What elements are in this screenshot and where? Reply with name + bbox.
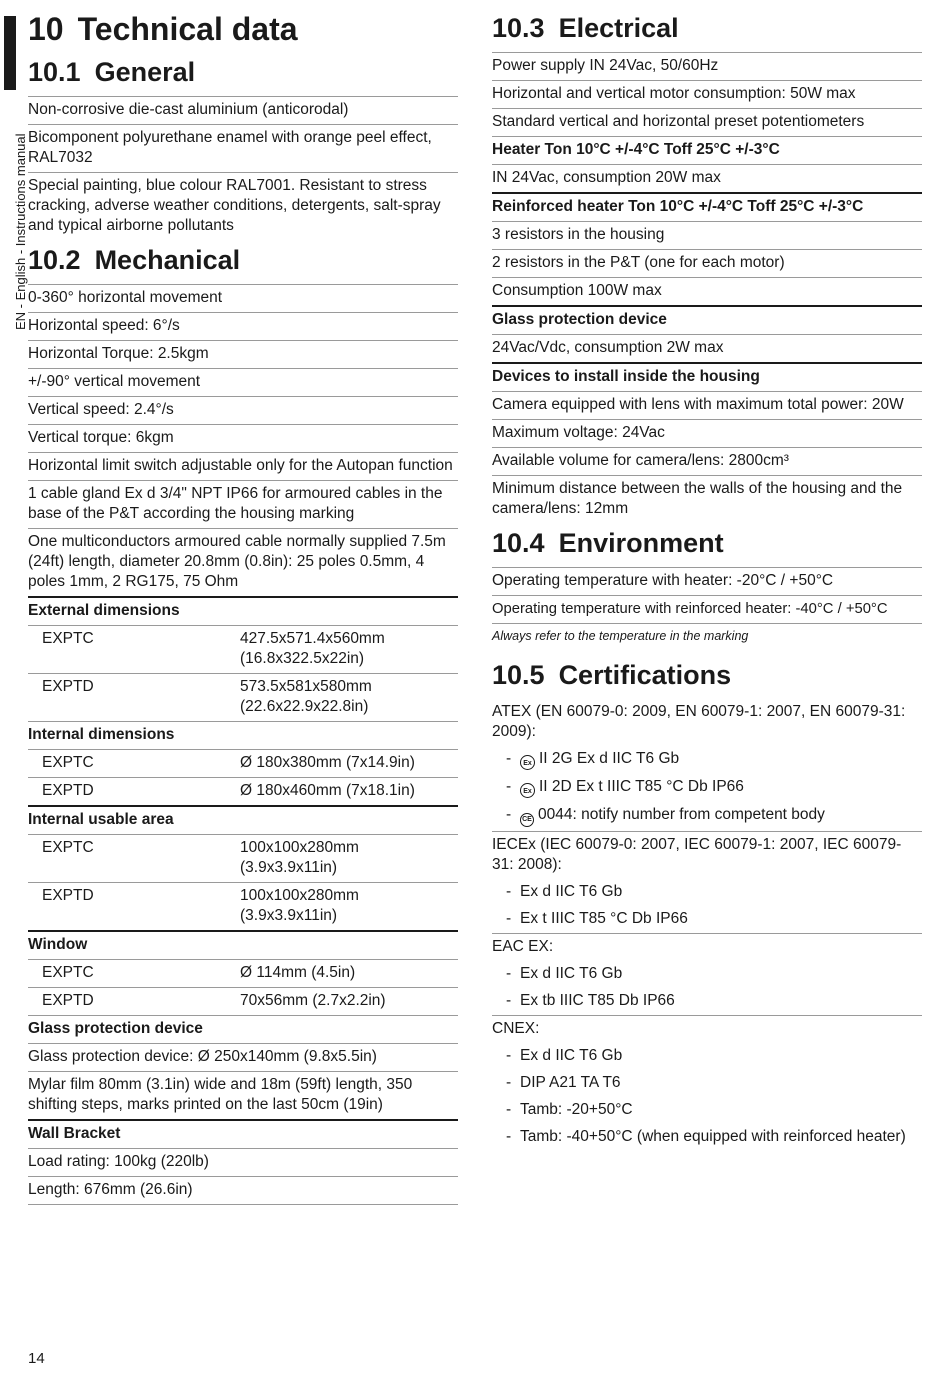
section-certifications-heading: 10.5 Certifications [492, 660, 732, 690]
dimension-row: EXPTC 427.5x571.4x560mm (16.8x322.5x22in) [28, 625, 458, 673]
ex-mark-icon: Ex [520, 755, 535, 770]
glass-device-label: Glass protection device [492, 305, 922, 334]
cert-item: - Tamb: -40+50°C (when equipped with reinforced heater) [506, 1128, 906, 1145]
spec-row: 0-360° horizontal movement [28, 284, 458, 312]
dimension-row: EXPTC Ø 180x380mm (7x14.9in) [28, 749, 458, 777]
left-column [28, 8, 458, 1205]
ex-mark-icon: Ex [520, 783, 535, 798]
cnex-label: CNEX: [492, 1015, 922, 1043]
external-dimensions-label: External dimensions [28, 596, 458, 625]
cert-item: - Ex d IIC T6 Gb [506, 965, 623, 982]
spec-row: +/-90° vertical movement [28, 368, 458, 396]
dimension-row: EXPTD 100x100x280mm (3.9x3.9x11in) [28, 882, 458, 930]
glass-protection-label: Glass protection device [28, 1015, 458, 1043]
spec-row: Operating temperature with reinforced heater: -40°C / +50°C [492, 595, 922, 623]
spec-row: Horizontal and vertical motor consumption: 50W max [492, 80, 922, 108]
spec-row: IN 24Vac, consumption 20W max [492, 164, 922, 192]
spec-row: Horizontal limit switch adjustable only for the Autopan function [28, 452, 458, 480]
internal-dimensions-label: Internal dimensions [28, 721, 458, 749]
dimension-row: EXPTD 70x56mm (2.7x2.2in) [28, 987, 458, 1015]
section-electrical-heading: 10.3 Electrical [492, 13, 679, 43]
dimension-row: EXPTC Ø 114mm (4.5in) [28, 959, 458, 987]
spec-row: 24Vac/Vdc, consumption 2W max [492, 334, 922, 362]
spec-row: Camera equipped with lens with maximum total power: 20W [492, 391, 922, 419]
cert-item: - Ex d IIC T6 Gb [506, 1047, 623, 1064]
spec-row: Operating temperature with heater: -20°C / +50°C [492, 567, 922, 595]
right-column [492, 8, 922, 1151]
section-mechanical-heading: 10.2 Mechanical [28, 245, 241, 275]
cert-item: - Ex tb IIIC T85 Db IP66 [506, 992, 675, 1009]
section-end-rule [28, 1204, 458, 1205]
cert-item: - Tamb: -20+50°C [506, 1101, 633, 1118]
spec-row: One multiconductors armoured cable normally supplied 7.5m (24ft) length, diameter 20.8mm (0.8in): 25 poles 0.5mm, 4 poles 1mm, 2 RG175, 75 Ohm [28, 528, 458, 596]
spec-row: Minimum distance between the walls of the housing and the camera/lens: 12mm [492, 475, 922, 523]
spec-row: 1 cable gland Ex d 3/4" NPT IP66 for armoured cables in the base of the P&T according the housing marking [28, 480, 458, 528]
page-number: 14 [28, 1350, 45, 1367]
spec-row: Horizontal Torque: 2.5kgm [28, 340, 458, 368]
spec-row: Bicomponent polyurethane enamel with orange peel effect, RAL7032 [28, 124, 458, 172]
heater-label: Heater Ton 10°C +/-4°C Toff 25°C +/-3°C [492, 136, 922, 164]
spec-row: Load rating: 100kg (220lb) [28, 1148, 458, 1176]
section-general-heading: 10.1 General [28, 57, 196, 87]
spec-row: Length: 676mm (26.6in) [28, 1176, 458, 1204]
cert-item: - DIP A21 TA T6 [506, 1074, 621, 1091]
devices-label: Devices to install inside the housing [492, 362, 922, 391]
side-label: EN - English - Instructions manual [13, 133, 28, 330]
spec-row: Power supply IN 24Vac, 50/60Hz [492, 52, 922, 80]
cert-item: - Ex II 2G Ex d IIC T6 Gb [492, 746, 922, 774]
atex-label: ATEX (EN 60079-0: 2009, EN 60079-1: 2007, EN 60079-31: 2009): [492, 703, 906, 740]
spec-row: Maximum voltage: 24Vac [492, 419, 922, 447]
usable-area-label: Internal usable area [28, 805, 458, 834]
dimension-row: EXPTD Ø 180x460mm (7x18.1in) [28, 777, 458, 805]
spec-row: Standard vertical and horizontal preset potentiometers [492, 108, 922, 136]
ce-mark-icon: CE [520, 813, 534, 827]
iecex-label: IECEx (IEC 60079-0: 2007, IEC 60079-1: 2007, IEC 60079-31: 2008): [492, 831, 922, 879]
cert-item: - CE 0044: notify number from competent body [492, 802, 922, 831]
window-label: Window [28, 930, 458, 959]
eac-label: EAC EX: [492, 933, 922, 961]
spec-row: Horizontal speed: 6°/s [28, 312, 458, 340]
section-environment-heading: 10.4 Environment [492, 528, 724, 558]
spec-row: Mylar film 80mm (3.1in) wide and 18m (59ft) length, 350 shifting steps, marks printed on the last 50cm (19in) [28, 1071, 458, 1119]
spec-row: Glass protection device: Ø 250x140mm (9.8x5.5in) [28, 1043, 458, 1071]
spec-row: 2 resistors in the P&T (one for each motor) [492, 249, 922, 277]
dimension-row: EXPTD 573.5x581x580mm (22.6x22.9x22.8in) [28, 673, 458, 721]
spec-row: Available volume for camera/lens: 2800cm³ [492, 447, 922, 475]
side-tab-marker [4, 16, 16, 90]
cert-item: - Ex t IIIC T85 °C Db IP66 [506, 910, 688, 927]
page-title: 10 Technical data [28, 11, 298, 47]
dimension-row: EXPTC 100x100x280mm (3.9x3.9x11in) [28, 834, 458, 882]
spec-row: Vertical speed: 2.4°/s [28, 396, 458, 424]
spec-row: Non-corrosive die-cast aluminium (anticorodal) [28, 96, 458, 124]
spec-row: 3 resistors in the housing [492, 221, 922, 249]
wall-bracket-label: Wall Bracket [28, 1119, 458, 1148]
cert-item: - Ex II 2D Ex t IIIC T85 °C Db IP66 [492, 774, 922, 802]
reinforced-heater-label: Reinforced heater Ton 10°C +/-4°C Toff 25°C +/-3°C [492, 192, 922, 221]
temperature-note: Always refer to the temperature in the marking [492, 623, 922, 649]
spec-row: Special painting, blue colour RAL7001. Resistant to stress cracking, adverse weather conditions, detergents, salt-spray and typical airborne pollutants [28, 172, 458, 240]
spec-row: Vertical torque: 6kgm [28, 424, 458, 452]
spec-row: Consumption 100W max [492, 277, 922, 305]
cert-item: - Ex d IIC T6 Gb [506, 883, 623, 900]
